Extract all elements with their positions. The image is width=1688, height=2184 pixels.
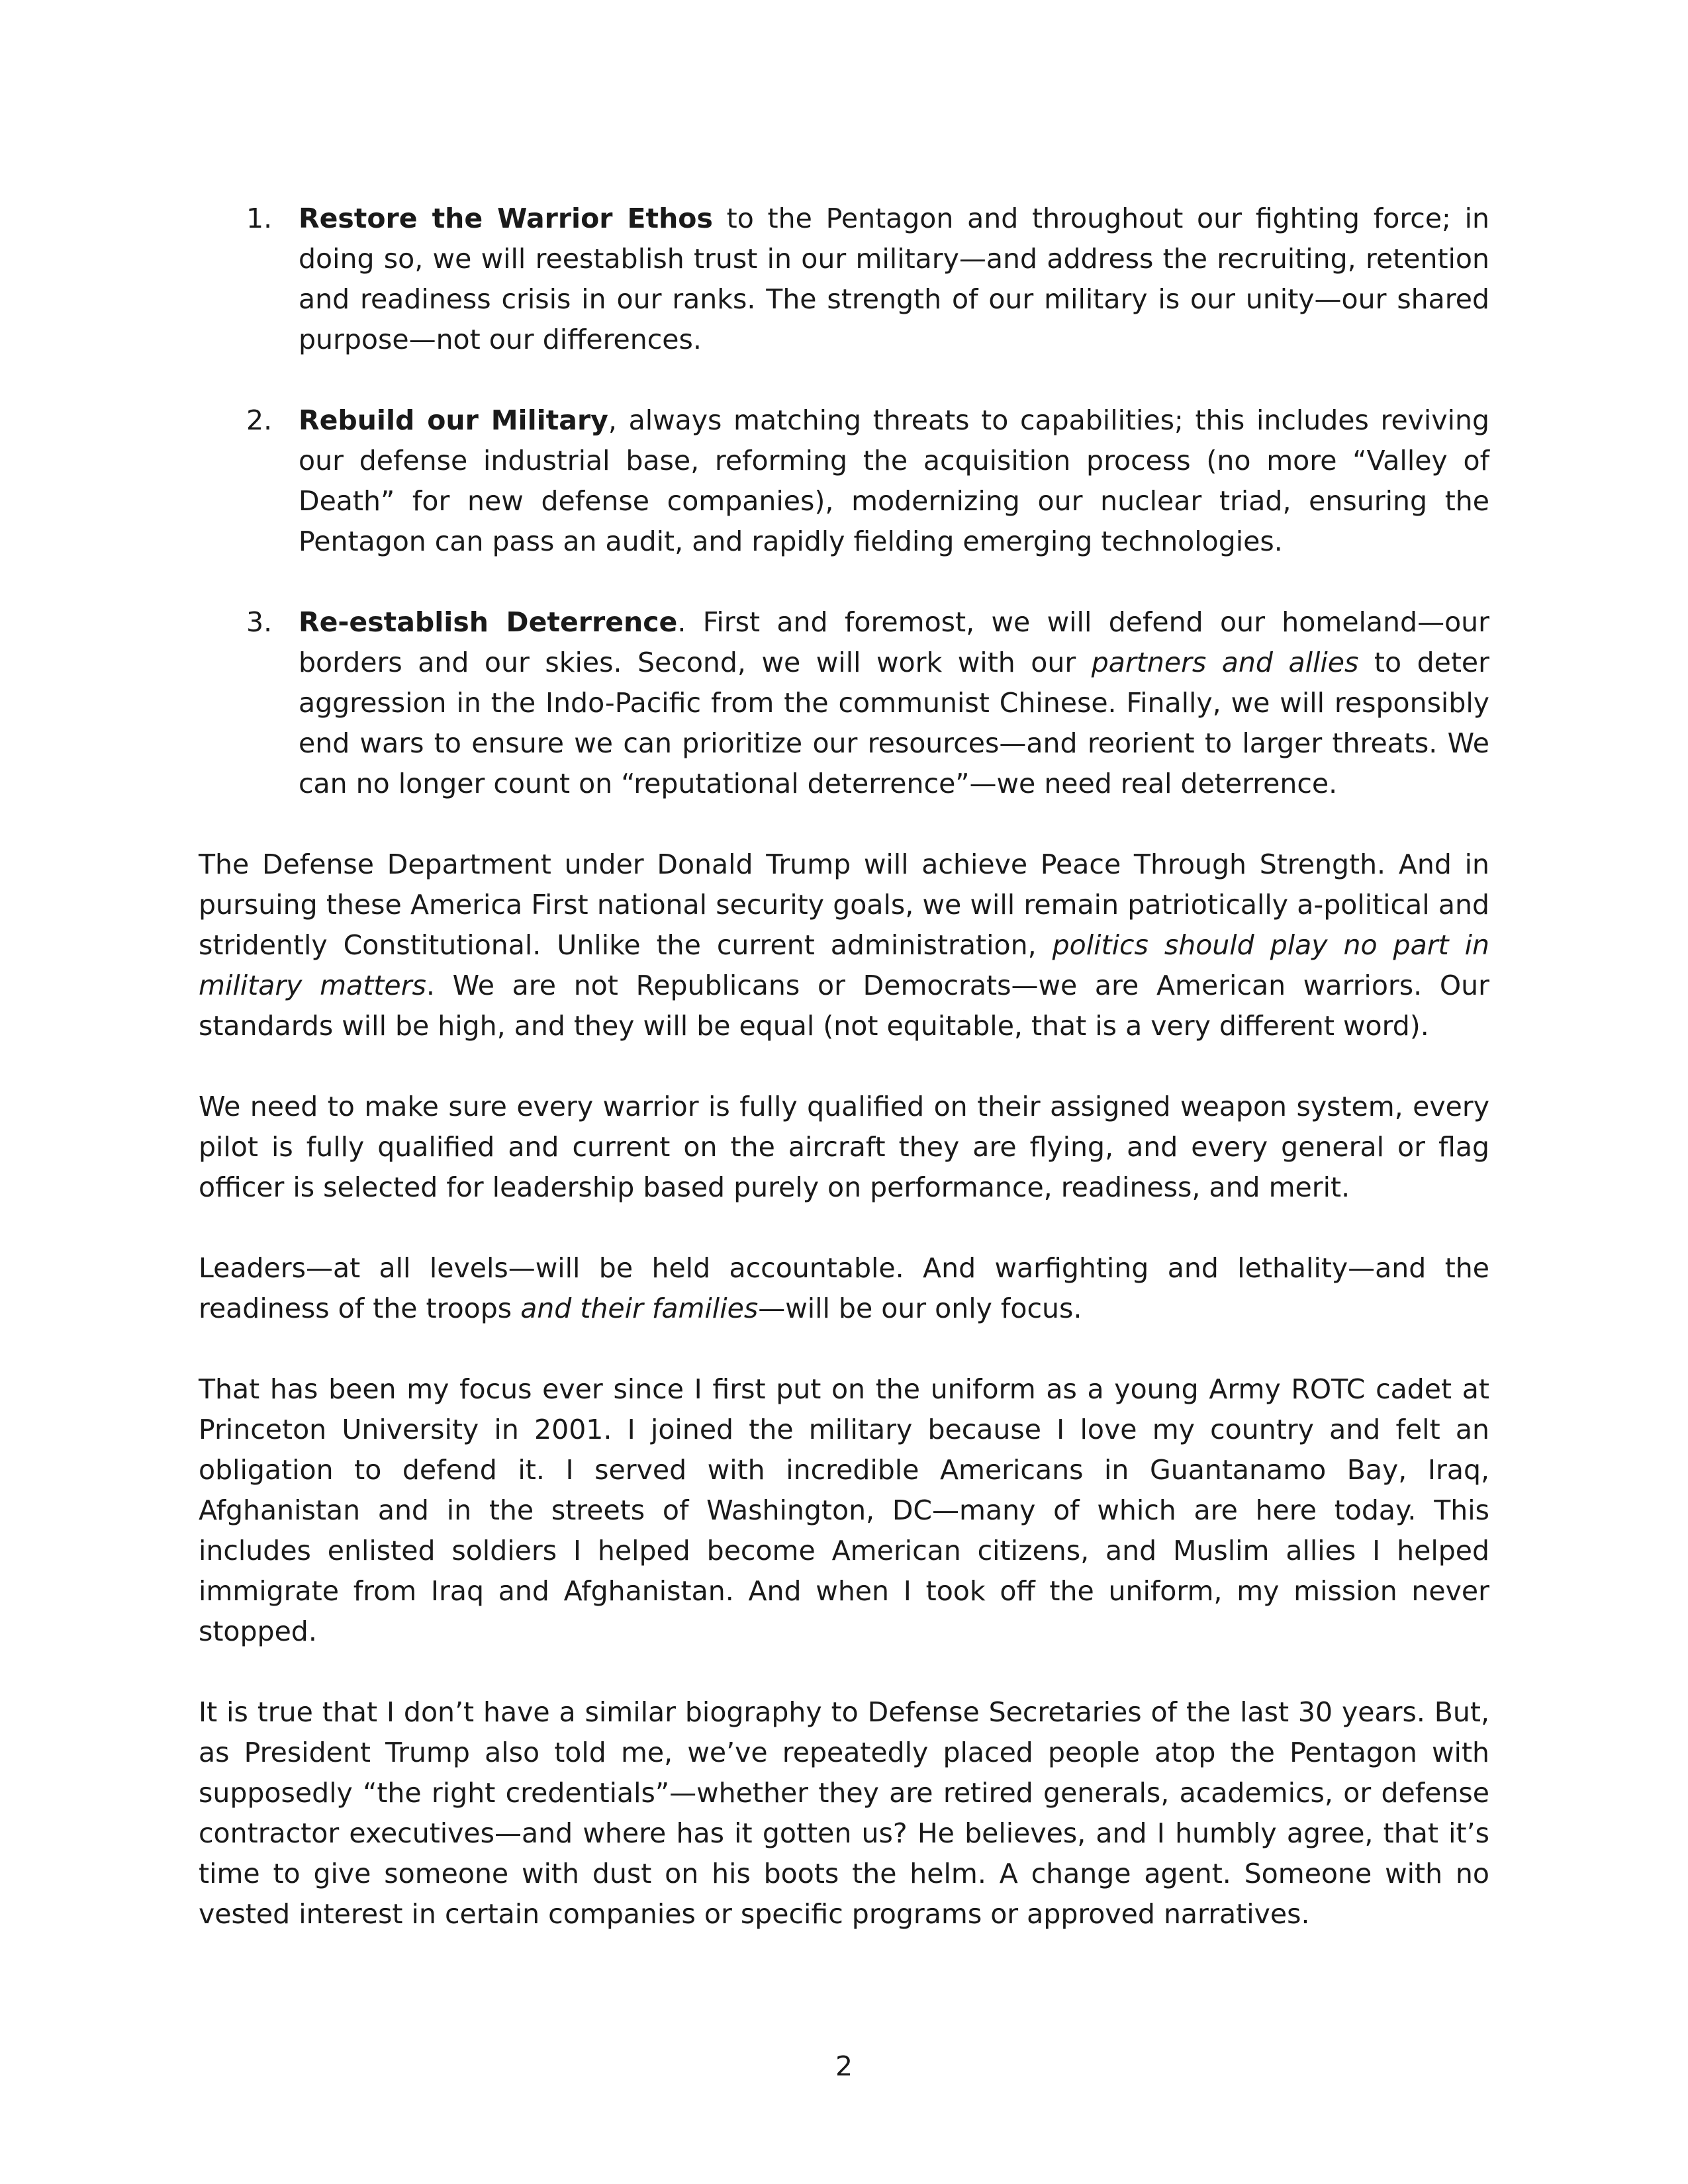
list-item-text <box>299 400 1489 562</box>
list-number: 2. <box>246 404 273 436</box>
list-item <box>199 400 1489 562</box>
list-item-title: Restore the Warrior Ethos <box>299 203 713 234</box>
body-paragraph: We need to make sure every warrior is fully qualified on their assigned weapon system, every pilot is fully qualified and current on the aircraft they are flying, and every general or flag officer is selected for leadership based purely on performance, readiness, and merit. <box>199 1091 1489 1203</box>
list-item <box>199 199 1489 360</box>
list-item-text <box>299 602 1489 804</box>
list-number: 1. <box>246 203 273 234</box>
paragraph-emphasis: and their families <box>520 1293 759 1324</box>
document-page <box>199 199 1489 1975</box>
paragraph-text: The Defense Department under Donald Trump will achieve Peace Through Strength. And in pursuing these America First national security goals, we will remain patriotically a-political and stridently Constitutional. Unlike the current administration, <box>199 848 1489 961</box>
body-paragraph <box>199 1248 1489 1329</box>
list-item-title: Rebuild our Military <box>299 404 608 436</box>
page-number: 2 <box>835 2050 853 2082</box>
paragraph-text: . We are not Republicans or Democrats—we are American warriors. Our standards will be high, and they will be equal (not equitable, that is a very different word). <box>199 970 1489 1042</box>
list-item-emphasis: partners and allies <box>1091 647 1359 678</box>
paragraph-text: —will be our only focus. <box>758 1293 1082 1324</box>
list-number: 3. <box>246 606 273 638</box>
list-item-body: to the Pentagon and throughout our fighting force; in doing so, we will reestablish trust in our military—and address the recruiting, retention and readiness crisis in our ranks. The strength of our military is our unity—our shared purpose—not our differences. <box>299 203 1489 355</box>
list-item-text <box>299 199 1489 360</box>
list-item-body: , always matching threats to capabilities; this includes reviving our defense industrial base, reforming the acquisition process (no more “Valley of Death” for new defense companies), modernizing our nuclear triad, ensuring the Pentagon can pass an audit, and rapidly fielding emerging technologies. <box>299 404 1489 557</box>
body-paragraph: It is true that I don’t have a similar biography to Defense Secretaries of the last 30 years. But, as President Trump also told me, we’ve repeatedly placed people atop the Pentagon with supposedly “the right credentials”—whether they are retired generals, academics, or defense contractor executives—and where has it gotten us? He believes, and I humbly agree, that it’s time to give someone with dust on his boots the helm. A change agent. Someone with no vested interest in certain companies or specific programs or approved narratives. <box>199 1696 1489 1930</box>
list-item <box>199 602 1489 804</box>
body-paragraph: That has been my focus ever since I first put on the uniform as a young Army ROTC cadet at Princeton University in 2001. I joined the military because I love my country and felt an obligation to defend it. I served with incredible Americans in Guantanamo Bay, Iraq, Afghanistan and in the streets of Washington, DC—many of which are here today. This includes enlisted soldiers I helped become American citizens, and Muslim allies I helped immigrate from Iraq and Afghanistan. And when I took off the uniform, my mission never stopped. <box>199 1373 1489 1647</box>
list-item-body: . First and foremost, we will defend our homeland—our borders and our skies. Second, we will work with our <box>299 606 1489 678</box>
list-item-body: to deter aggression in the Indo-Pacific from the communist Chinese. Finally, we will responsibly end wars to ensure we can prioritize our resources—and reorient to larger threats. We can no longer count on “reputational deterrence”—we need real deterrence. <box>299 647 1489 799</box>
list-item-title: Re-establish Deterrence <box>299 606 678 638</box>
body-paragraph <box>199 844 1489 1046</box>
paragraph-emphasis: politics should play no part in military matters <box>199 929 1490 1001</box>
paragraph-text: Leaders—at all levels—will be held accountable. And warfighting and lethality—and the readiness of the troops <box>199 1252 1489 1324</box>
numbered-list <box>199 199 1489 804</box>
